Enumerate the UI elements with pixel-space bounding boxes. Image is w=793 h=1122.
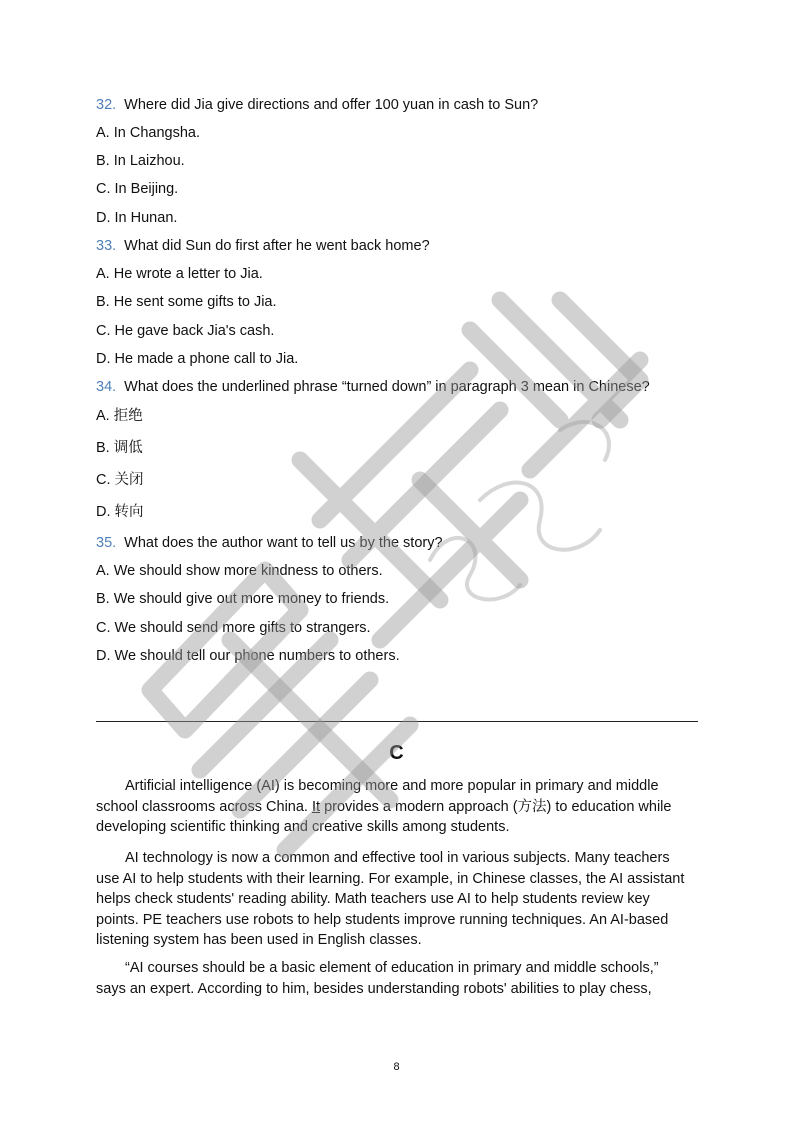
option-35-c: C. We should send more gifts to strangers.: [96, 620, 371, 636]
option-35-d: D. We should tell our phone numbers to others.: [96, 648, 400, 664]
watermark-stroke: [430, 538, 520, 600]
question-text: What does the author want to tell us by the story?: [124, 535, 443, 551]
paragraph-line: says an expert. According to him, besides understanding robots' abilities to play chess,: [96, 980, 652, 997]
question-number: 35.: [96, 535, 117, 551]
watermark-stroke: [560, 422, 609, 460]
underlined-word: It: [311, 798, 321, 815]
question-text: Where did Jia give directions and offer 100 yuan in cash to Sun?: [124, 97, 539, 113]
paragraph-line: AI technology is now a common and effective tool in various subjects. Many teachers: [125, 850, 670, 866]
question-33: [96, 237, 430, 255]
question-text: What does the underlined phrase “turned down” in paragraph 3 mean in Chinese?: [124, 379, 650, 395]
question-number: 33.: [96, 238, 117, 254]
paragraph-line: “AI courses should be a basic element of education in primary and middle schools,”: [125, 960, 659, 976]
option-34-c: C. 关闭: [96, 472, 144, 488]
paragraph-line: Artificial intelligence (AI) is becoming more and more popular in primary and middle: [125, 778, 659, 794]
question-32: [96, 96, 538, 114]
question-number: 32.: [96, 97, 117, 113]
passage-paragraph-2: [96, 848, 698, 951]
watermark-stroke: [380, 480, 520, 640]
question-34: [96, 378, 650, 396]
text-segment: provides a modern approach (方法) to education while: [320, 798, 672, 815]
option-33-c: C. He gave back Jia's cash.: [96, 323, 275, 339]
option-33-a: A. He wrote a letter to Jia.: [96, 266, 263, 282]
option-32-a: A. In Changsha.: [96, 125, 200, 141]
page-number: 8: [393, 1061, 400, 1073]
question-35: [96, 534, 443, 552]
passage-paragraph-3: [96, 958, 698, 999]
option-34-d: D. 转向: [96, 504, 144, 520]
passage-paragraph-1: [96, 776, 698, 838]
paragraph-line: points. PE teachers use robots to help students improve running techniques. An AI-based: [96, 911, 669, 928]
option-33-d: D. He made a phone call to Jia.: [96, 351, 299, 367]
option-33-b: B. He sent some gifts to Jia.: [96, 294, 277, 310]
paragraph-line: use AI to help students with their learning. For example, in Chinese classes, the AI assistant: [96, 870, 685, 887]
question-number: 34.: [96, 379, 117, 395]
paragraph-line: listening system has been used in English classes.: [96, 932, 422, 948]
question-text: What did Sun do first after he went back home?: [124, 238, 430, 254]
paragraph-line: helps check students' reading ability. Math teachers use AI to help students review key: [96, 891, 650, 907]
section-divider: [96, 721, 698, 722]
text-segment: school classrooms across China.: [96, 798, 312, 815]
option-35-a: A. We should show more kindness to others.: [96, 563, 383, 579]
watermark-stroke: [560, 300, 640, 420]
option-34-b: B. 调低: [96, 440, 143, 456]
option-32-b: B. In Laizhou.: [96, 153, 185, 169]
option-34-a: A. 拒绝: [96, 408, 143, 424]
option-35-b: B. We should give out more money to friends.: [96, 591, 390, 607]
section-heading: C: [389, 742, 404, 764]
option-32-d: D. In Hunan.: [96, 210, 178, 226]
paragraph-line: [96, 797, 698, 818]
watermark-stroke: [480, 483, 600, 550]
paragraph-line: developing scientific thinking and creative skills among students.: [96, 819, 510, 835]
option-32-c: C. In Beijing.: [96, 181, 179, 197]
